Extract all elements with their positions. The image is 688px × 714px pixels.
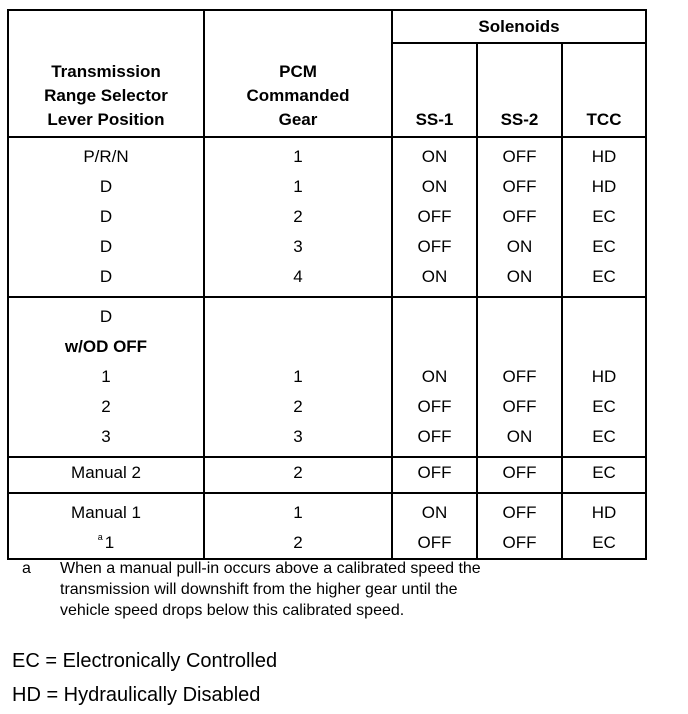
- header-tcc: TCC: [562, 43, 646, 137]
- tcc-value: EC: [592, 267, 616, 286]
- gear-value: 3: [293, 237, 303, 256]
- ss1-value: OFF: [417, 397, 452, 416]
- ss1-value: OFF: [417, 427, 452, 446]
- header-ss2: SS-2: [477, 43, 562, 137]
- ss1-value: OFF: [417, 463, 452, 482]
- header-lever-line-3: Lever Position: [47, 110, 165, 129]
- header-gear-line-2: Commanded: [246, 86, 350, 105]
- header-pcm-gear: [204, 10, 392, 137]
- ss1-value: ON: [421, 177, 448, 196]
- table-row-group-3: [8, 457, 646, 493]
- group-3-ss2: [477, 457, 562, 493]
- ss1-value: OFF: [417, 533, 452, 552]
- ss2-value: OFF: [502, 177, 537, 196]
- footnote-mark: a: [22, 560, 31, 577]
- solenoid-application-table: [7, 9, 647, 560]
- group-2-tcc: [562, 297, 646, 457]
- gear-value: 2: [293, 533, 303, 552]
- header-gear-line-1: PCM: [279, 62, 317, 81]
- header-ss1: SS-1: [392, 43, 477, 137]
- ss1-value: ON: [421, 147, 448, 166]
- ss1-value: ON: [421, 267, 448, 286]
- tcc-value: EC: [592, 427, 616, 446]
- header-solenoids: Solenoids: [392, 10, 646, 43]
- ss2-value: OFF: [502, 503, 537, 522]
- ss1-value: ON: [421, 367, 448, 386]
- lever-value-with-note: [9, 528, 203, 558]
- group-2-gear: [204, 297, 392, 457]
- lever-value: 2: [101, 397, 111, 416]
- lever-value: D: [99, 177, 113, 196]
- ss2-value: OFF: [502, 367, 537, 386]
- footnote-line: transmission will downshift from the higher gear until the: [60, 581, 458, 598]
- lever-value: Manual 1: [71, 503, 141, 522]
- group-3-gear: [204, 457, 392, 493]
- gear-value: 1: [293, 503, 303, 522]
- group-4-ss2: [477, 493, 562, 559]
- group-3-lever: [8, 457, 204, 493]
- gear-value: 2: [293, 397, 303, 416]
- header-gear-line-3: Gear: [278, 110, 318, 129]
- tcc-value: EC: [592, 207, 616, 226]
- tcc-value: HD: [591, 367, 617, 386]
- table-header-row-1: [8, 10, 646, 43]
- header-lever-line-1: Transmission: [51, 62, 161, 81]
- lever-value: Manual 2: [71, 463, 141, 482]
- table-row-group-1: [8, 137, 646, 297]
- gear-value: 2: [293, 207, 303, 226]
- footnote-line: When a manual pull-in occurs above a calibrated speed the: [60, 560, 481, 577]
- gear-value: 1: [293, 177, 303, 196]
- ss1-value: ON: [421, 503, 448, 522]
- ss2-value: OFF: [502, 147, 537, 166]
- lever-value: D: [99, 267, 113, 286]
- lever-value: 3: [101, 427, 111, 446]
- footnote-reference: a: [97, 532, 103, 542]
- tcc-value: HD: [591, 147, 617, 166]
- lever-value: 1: [101, 367, 111, 386]
- lever-value: 1: [104, 533, 115, 552]
- group-3-tcc: [562, 457, 646, 493]
- group-1-tcc: [562, 137, 646, 297]
- footnote-line: vehicle speed drops below this calibrated speed.: [60, 602, 405, 619]
- tcc-value: HD: [591, 503, 617, 522]
- header-lever-line-2: Range Selector: [44, 86, 168, 105]
- group-1-ss2: [477, 137, 562, 297]
- ss1-value: OFF: [417, 237, 452, 256]
- tcc-value: EC: [592, 533, 616, 552]
- group-4-gear: [204, 493, 392, 559]
- legend-ec: EC = Electronically Controlled: [12, 650, 278, 672]
- group-4-lever: [8, 493, 204, 559]
- group-4-ss1: [392, 493, 477, 559]
- table-row-group-4: [8, 493, 646, 559]
- tcc-value: HD: [591, 177, 617, 196]
- ss2-value: OFF: [502, 397, 537, 416]
- group-2-ss1: [392, 297, 477, 457]
- group-1-gear: [204, 137, 392, 297]
- lever-value: P/R/N: [83, 147, 129, 166]
- group-4-tcc: [562, 493, 646, 559]
- ss2-value: OFF: [502, 533, 537, 552]
- lever-value: D: [99, 237, 113, 256]
- tcc-value: EC: [592, 463, 616, 482]
- tcc-value: EC: [592, 237, 616, 256]
- lever-value: D: [99, 307, 113, 326]
- gear-value: 1: [293, 147, 303, 166]
- group-2-ss2: [477, 297, 562, 457]
- header-lever-position: [8, 10, 204, 137]
- gear-value: 1: [293, 367, 303, 386]
- ss2-value: ON: [506, 267, 533, 286]
- group-2-lever: [8, 297, 204, 457]
- group-1-ss1: [392, 137, 477, 297]
- legend-hd: HD = Hydraulically Disabled: [12, 684, 261, 706]
- gear-value: 3: [293, 427, 303, 446]
- footnote: [22, 558, 662, 621]
- ss2-value: OFF: [502, 207, 537, 226]
- lever-value: D: [99, 207, 113, 226]
- group-1-lever: [8, 137, 204, 297]
- lever-value: w/OD OFF: [64, 337, 148, 356]
- group-3-ss1: [392, 457, 477, 493]
- ss2-value: ON: [506, 237, 533, 256]
- ss2-value: ON: [506, 427, 533, 446]
- ss2-value: OFF: [502, 463, 537, 482]
- gear-value: 4: [293, 267, 303, 286]
- tcc-value: EC: [592, 397, 616, 416]
- gear-value: 2: [293, 463, 303, 482]
- ss1-value: OFF: [417, 207, 452, 226]
- table-row-group-2: [8, 297, 646, 457]
